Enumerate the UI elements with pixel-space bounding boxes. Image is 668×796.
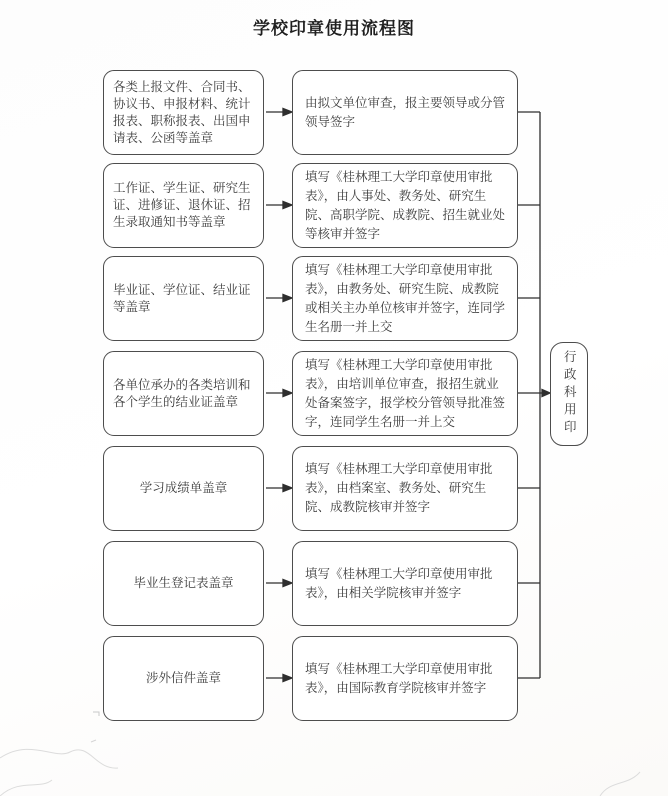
flow-box-label: 各单位承办的各类培训和各个学生的结业证盖章	[113, 377, 251, 409]
flow-box-label: 涉外信件盖章	[145, 671, 221, 685]
flow-box-label: 工作证、学生证、研究生证、进修证、退休证、招生录取通知书等盖章	[113, 181, 251, 229]
flow-box-label: 填写《桂林理工大学印章使用审批表》，由国际教育学院核审并签字	[305, 661, 493, 695]
flow-box-graduate-form-procedure	[292, 541, 518, 626]
arrow-row-5	[266, 485, 292, 492]
flow-box-transcript-seal	[103, 446, 264, 531]
flow-box-label: 填写《桂林理工大学印章使用审批表》，由相关学院核审并签字	[305, 566, 493, 600]
flow-box-label: 毕业证、学位证、结业证等盖章	[113, 282, 251, 314]
flow-box-label: 填写《桂林理工大学印章使用审批表》，由人事处、教务处、研究生院、高职学院、成教院、招生就业处等核审并签字	[305, 169, 506, 241]
arrow-row-4	[266, 390, 292, 397]
flow-box-diploma-seal	[103, 256, 264, 341]
flow-box-label: 各类上报文件、合同书、协议书、申报材料、统计报表、职称报表、出国申请表、公函等盖章	[113, 79, 251, 145]
flow-box-documents-procedure	[292, 70, 518, 155]
flow-box-label: 学习成绩单盖章	[139, 481, 228, 495]
flow-box-label: 填写《桂林理工大学印章使用审批表》，由培训单位审查，报招生就业处备案签字，报学校分管领导批准签字，连同学生名册一并上交	[305, 357, 506, 429]
scan-artifact-curves	[0, 712, 640, 796]
arrow-row-6	[266, 580, 292, 587]
flow-box-transcript-procedure	[292, 446, 518, 531]
flow-box-diploma-procedure	[292, 256, 518, 341]
flow-box-admin-office-seal	[550, 342, 588, 446]
flow-box-label: 毕业生登记表盖章	[133, 576, 234, 590]
arrow-row-7	[266, 675, 292, 682]
flow-box-label: 由拟文单位审查，报主要领导或分管领导签字	[305, 95, 506, 129]
flow-box-foreign-letter-seal	[103, 636, 264, 721]
flow-box-label: 填写《桂林理工大学印章使用审批表》，由档案室、教务处、研究生院、成教院核审并签字	[305, 462, 493, 514]
arrow-row-1	[266, 109, 292, 116]
flow-box-graduate-form-seal	[103, 541, 264, 626]
flow-box-documents-seal	[103, 70, 264, 155]
page-title: 学校印章使用流程图	[253, 19, 415, 38]
flow-box-certificates-procedure	[292, 163, 518, 248]
arrow-row-2	[266, 202, 292, 209]
flow-box-label: 填写《桂林理工大学印章使用审批表》，由教务处、研究生院、成教院或相关主办单位核审并签字，连同学生名册一并上交	[305, 262, 506, 334]
arrow-to-seal	[540, 390, 550, 397]
flow-box-certificates-seal	[103, 163, 264, 248]
flow-box-label: 行政科用印	[562, 350, 577, 438]
arrow-row-3	[266, 295, 292, 302]
flow-box-foreign-letter-procedure	[292, 636, 518, 721]
flow-box-training-procedure	[292, 351, 518, 436]
flow-box-training-seal	[103, 351, 264, 436]
